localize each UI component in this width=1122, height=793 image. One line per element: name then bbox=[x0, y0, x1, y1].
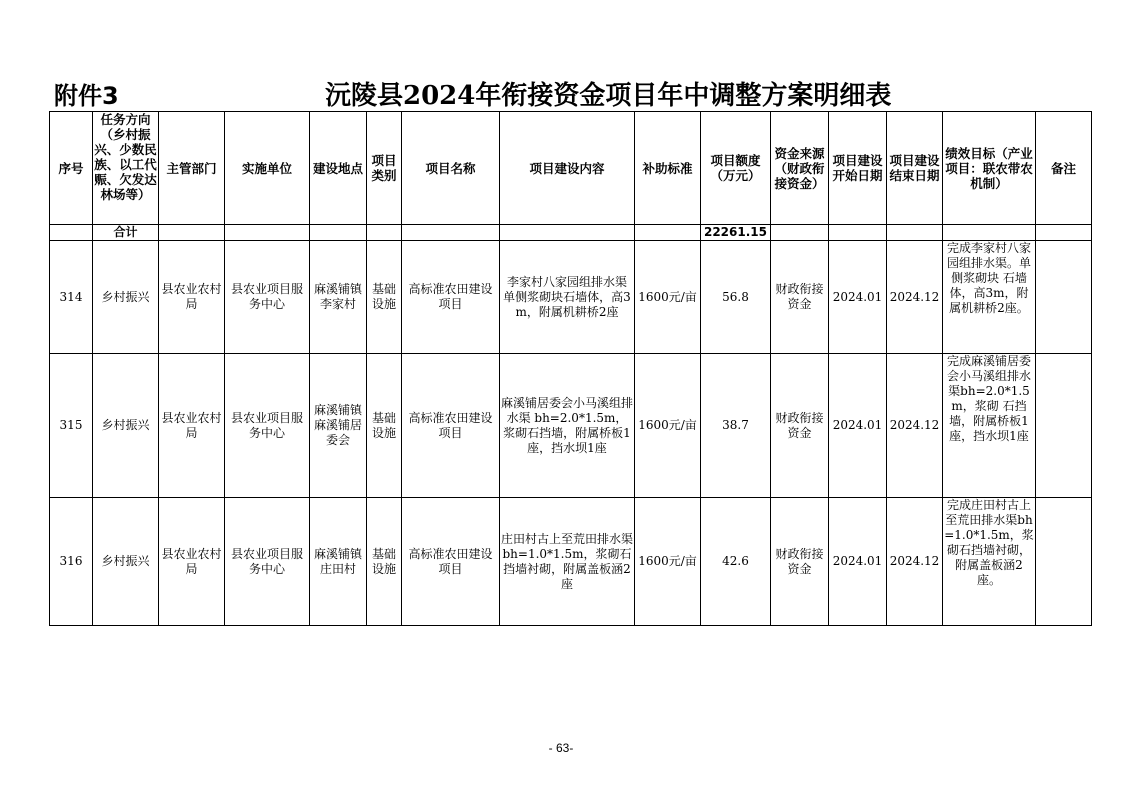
row-performance: 完成庄田村古上至荒田排水渠bh=1.0*1.5m，浆 砌石挡墙衬砌，附属盖板涵2座。 bbox=[943, 498, 1036, 626]
header-amount: 项目额度（万元） bbox=[701, 112, 771, 225]
header-dept: 主管部门 bbox=[159, 112, 225, 225]
row-location: 麻溪铺镇庄田村 bbox=[310, 498, 367, 626]
row-name: 高标准农田建设项目 bbox=[402, 241, 500, 354]
header-content: 项目建设内容 bbox=[500, 112, 635, 225]
row-fund-source: 财政衔接资金 bbox=[771, 354, 829, 498]
header-row bbox=[50, 112, 1092, 225]
row-seq: 315 bbox=[50, 354, 93, 498]
row-subsidy: 1600元/亩 bbox=[635, 241, 701, 354]
header-fund-source: 资金来源（财政衔接资金） bbox=[771, 112, 829, 225]
header-unit: 实施单位 bbox=[225, 112, 310, 225]
header-performance: 绩效目标（产业项目：联农带农机制） bbox=[943, 112, 1036, 225]
total-amount: 22261.15 bbox=[701, 225, 771, 241]
row-performance: 完成麻溪铺居委会小马溪组排水渠bh=2.0*1.5m，浆砌 石挡墙，附属桥板1座，挡水坝1座 bbox=[943, 354, 1036, 498]
row-fund-source: 财政衔接资金 bbox=[771, 498, 829, 626]
row-location: 麻溪铺镇李家村 bbox=[310, 241, 367, 354]
row-start-date: 2024.01 bbox=[829, 498, 887, 626]
header-subsidy: 补助标准 bbox=[635, 112, 701, 225]
header-direction: 任务方向（乡村振兴、少数民族、以工代赈、欠发达林场等） bbox=[93, 112, 159, 225]
row-seq: 316 bbox=[50, 498, 93, 626]
table-row bbox=[50, 354, 1092, 498]
row-amount: 42.6 bbox=[701, 498, 771, 626]
header-end-date: 项目建设结束日期 bbox=[887, 112, 943, 225]
header-category: 项目类别 bbox=[367, 112, 402, 225]
row-unit: 县农业项目服务中心 bbox=[225, 241, 310, 354]
row-end-date: 2024.12 bbox=[887, 354, 943, 498]
row-amount: 56.8 bbox=[701, 241, 771, 354]
row-amount: 38.7 bbox=[701, 354, 771, 498]
row-dept: 县农业农村局 bbox=[159, 241, 225, 354]
table-row bbox=[50, 498, 1092, 626]
row-remarks bbox=[1036, 241, 1092, 354]
project-table bbox=[49, 111, 1092, 626]
row-content: 麻溪铺居委会小马溪组排水渠 bh=2.0*1.5m，浆砌石挡墙，附属桥板1座，挡水坝1座 bbox=[500, 354, 635, 498]
row-category: 基础设施 bbox=[367, 354, 402, 498]
row-content: 李家村八家园组排水渠 单侧浆砌块石墙体，高3m，附属机耕桥2座 bbox=[500, 241, 635, 354]
row-remarks bbox=[1036, 498, 1092, 626]
row-seq: 314 bbox=[50, 241, 93, 354]
row-category: 基础设施 bbox=[367, 241, 402, 354]
row-direction: 乡村振兴 bbox=[93, 354, 159, 498]
header-location: 建设地点 bbox=[310, 112, 367, 225]
table-row bbox=[50, 241, 1092, 354]
header-seq: 序号 bbox=[50, 112, 93, 225]
row-unit: 县农业项目服务中心 bbox=[225, 498, 310, 626]
row-end-date: 2024.12 bbox=[887, 241, 943, 354]
row-end-date: 2024.12 bbox=[887, 498, 943, 626]
total-label: 合计 bbox=[93, 225, 159, 241]
row-name: 高标准农田建设项目 bbox=[402, 498, 500, 626]
row-location: 麻溪铺镇麻溪铺居委会 bbox=[310, 354, 367, 498]
row-unit: 县农业项目服务中心 bbox=[225, 354, 310, 498]
total-row bbox=[50, 225, 1092, 241]
document-title: 沅陵县2024年衔接资金项目年中调整方案明细表 bbox=[325, 81, 892, 111]
header-remarks: 备注 bbox=[1036, 112, 1092, 225]
row-subsidy: 1600元/亩 bbox=[635, 354, 701, 498]
row-fund-source: 财政衔接资金 bbox=[771, 241, 829, 354]
row-dept: 县农业农村局 bbox=[159, 354, 225, 498]
attachment-label: 附件3 bbox=[54, 82, 119, 110]
row-performance: 完成李家村八家园组排水渠。单侧浆砌块 石墙体，高3m，附属机耕桥2座。 bbox=[943, 241, 1036, 354]
page-number: - 63- bbox=[548, 741, 574, 755]
row-start-date: 2024.01 bbox=[829, 241, 887, 354]
row-content: 庄田村古上至荒田排水渠 bh=1.0*1.5m，浆砌石挡墙衬砌，附属盖板涵2座 bbox=[500, 498, 635, 626]
row-start-date: 2024.01 bbox=[829, 354, 887, 498]
header-name: 项目名称 bbox=[402, 112, 500, 225]
row-remarks bbox=[1036, 354, 1092, 498]
row-category: 基础设施 bbox=[367, 498, 402, 626]
row-direction: 乡村振兴 bbox=[93, 241, 159, 354]
row-direction: 乡村振兴 bbox=[93, 498, 159, 626]
row-name: 高标准农田建设项目 bbox=[402, 354, 500, 498]
row-subsidy: 1600元/亩 bbox=[635, 498, 701, 626]
row-dept: 县农业农村局 bbox=[159, 498, 225, 626]
header-start-date: 项目建设开始日期 bbox=[829, 112, 887, 225]
